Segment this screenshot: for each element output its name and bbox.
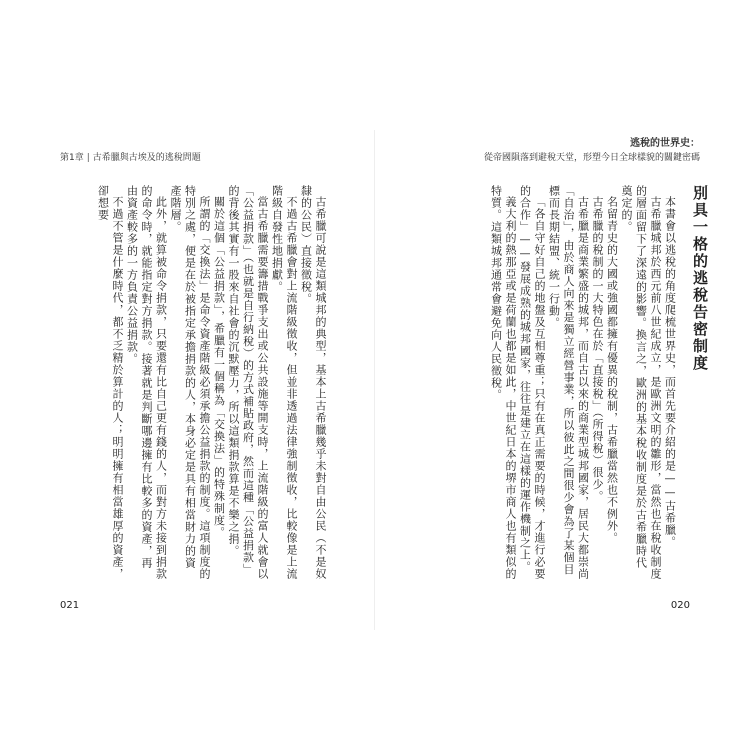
right-page	[375, 0, 750, 750]
page-number-left: 021	[60, 600, 80, 611]
paragraph: 不過不管是什麼時代，都不乏精於算計的人；明明擁有相當雄厚的資產，卻想要	[96, 185, 124, 580]
right-body-text	[427, 185, 707, 580]
paragraph: 古希臘城邦於西元前八世紀成立，是歐洲文明的雛形，當然也在稅收制度的層面留下了深遠的影響。換言之，歐洲的基本稅收制度是於古希臘時代奠定的。	[620, 185, 662, 580]
paragraph: 古希臘可說是這類城邦的典型，基本上古希臘幾乎未對自由公民（不是奴隸的公民）直接徵稅。	[299, 185, 327, 580]
chapter-number: 第1章	[60, 153, 84, 163]
paragraph: 義大利的熱那亞或是荷蘭也都是如此，中世紀日本的堺市商人也有類似的特質。這類城邦通常會避免向人民徵稅。	[489, 185, 517, 580]
paragraph: 「各自守好自己的地盤及互相尊重；只有在真正需要的時候，才進行必要的合作」——發展成熟的城邦國家，往往是建立在這樣的運作機制之上。	[518, 185, 546, 580]
paragraph: 本書會以逃稅的角度爬梳世界史，而首先要介紹的是——古希臘。	[663, 196, 677, 548]
paragraph: 名留青史的大國或強國都擁有優異的稅制，古希臘當然也不例外。	[605, 196, 619, 544]
paragraph: 所謂的「交換法」是命令資產階級必須承擔公益捐款的制度。這項制度的特別之處，便是在於被指定承擔捐款的人，本身必定是具有相當財力的資產階層。	[169, 185, 211, 580]
paragraph: 不過古希臘會對上流階級徵收，但並非透過法律強制徵收，比較像是上流階級自發性地捐獻。	[270, 185, 298, 580]
section-title: 別具一格的逃稅告密制度	[691, 185, 709, 372]
paragraph: 古希臘的稅制的一大特色在於「直接稅」（所得稅）很少。	[591, 196, 604, 503]
running-head-book-title: 逃稅的世界史：	[630, 138, 700, 149]
running-head-chapter	[60, 152, 201, 164]
paragraph: 當古希臘需要籌措戰爭支出或公共設施等開支時，上流階級的富人就會以「公益捐款」（也就是自行納稅）的方式補貼政府，然而這種「公益捐款」的背後其實有一股來自社會的沉默壓力，所以這類捐款算是不樂之捐。	[227, 185, 269, 580]
paragraph: 古希臘是商業繁盛的城邦，而自古以來的商業型城邦國家，居民大都崇尚「自治」，由於商人向來是獨立經營事業，所以彼此之間很少會為了某個目標而長期結盟、統一行動。	[547, 185, 590, 580]
paragraph: 此外，就算被命令捐款，只要還有比自己更有錢的人，而對方未接到捐款的命令時，就能指定對方捐款。接著就是判斷哪邊擁有比較多的資產，再由資產較多的一方負責公益捐款。	[125, 185, 168, 580]
paragraph: 關於這個「公益捐款」，希臘有一個稱為「交換法」的特殊制度。	[212, 196, 226, 539]
separator: |	[86, 153, 90, 163]
left-body-text	[47, 185, 327, 580]
page-number-right: 020	[670, 600, 690, 611]
running-head-subtitle: 從帝國隕落到避稅天堂，形塑今日全球樣貌的關鍵密碼	[483, 153, 700, 163]
chapter-title: 古希臘與古埃及的逃稅問題	[92, 153, 201, 163]
